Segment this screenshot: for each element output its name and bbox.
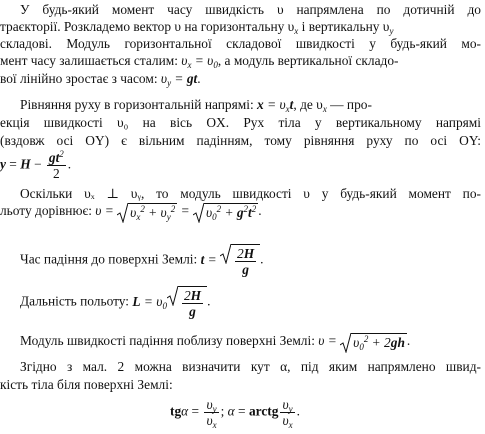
formula-range: $L = \upsilon_0$ $\frac{2H}{g}$ [132,294,207,309]
formula-landing-speed: υ = $\upsilon_0^2 + 2gh$ [318,333,405,352]
formula-angle: tgα = $\frac{\upsilon_y}{\upsilon_x}$ ; α = arctg $\frac{\upsilon_y}{\upsilon_x}$ . [170,397,300,430]
paragraph-1-line-4: мент часу залишається сталим: $\upsilon_x = \upsilon_0$, а модуль вертикальної складо- [0,53,399,70]
paragraph-4-line-1: Згідно з мал. 2 можна визначити кут α, під яким напрямлено швид- [20,359,481,374]
formula-fall-time: t = $\frac{2H}{g}$ [201,252,261,267]
range-line: Дальність польоту: $L = \upsilon_0$ $\frac{2H}{g}$ . [20,288,211,319]
paragraph-1-line-5: вої лінійно зростає з часом: $\upsilon_y$ = gt. [0,71,201,88]
formula-vy: $\upsilon_y$ = gt [160,71,198,88]
paragraph-1-line-2: траєкторії. Розкладемо вектор υ на горизонтальну $\upsilon_x$ і вертикальну $\upsilon_y$ [0,19,394,36]
paragraph-2-line-3: (вздовж осі OY) є вільним падінням, тому рівняння руху по осі OY: [0,133,481,148]
fall-time-line: Час падіння до поверхні Землі: t = $\frac{2H}{g}$ . [20,246,264,277]
formula-x: $x = \upsilon_xt$ [257,97,294,114]
paragraph-2-line-1: Рівняння руху в горизонтальній напрямі: $x = \upsilon_xt$, де $\upsilon_x$ — про- [20,97,372,114]
paragraph-2-line-2: екція швидкості υ₀ на вісь OX. Рух тіла у вертикальному напрямі [0,115,481,130]
paragraph-1-line-1: У будь-який момент часу швидкість υ напрямлена по дотичній до [20,2,481,17]
formula-y-equation: y = H − $\frac{gt^2}{2}$ . [0,149,72,181]
paragraph-1-line-3: складові. Модуль горизонтальної складової швидкості у будь-який мо- [0,36,481,51]
paragraph-3-line-2: льоту дорівнює: υ = $\upsilon_x^2 + \upsilon_y^2$ = $\upsilon_0^2 + g^2t^2$ . [0,203,262,222]
paragraph-3-line-1: Оскільки υₓ ⊥ υᵧ, то модуль швидкості υ у будь-який момент по- [20,186,481,201]
paragraph-4-line-2: кість тіла біля поверхні Землі: [0,377,173,392]
formula-vx-const: $\upsilon_x = \upsilon_0$ [181,53,218,70]
formula-speed: υ = $\upsilon_x^2 + \upsilon_y^2$ = $\upsilon_0^2 + g^2t^2$ [95,203,257,222]
landing-speed-line: Модуль швидкості падіння поблизу поверхні Землі: υ = $\upsilon_0^2 + 2gh$ . [20,333,411,352]
